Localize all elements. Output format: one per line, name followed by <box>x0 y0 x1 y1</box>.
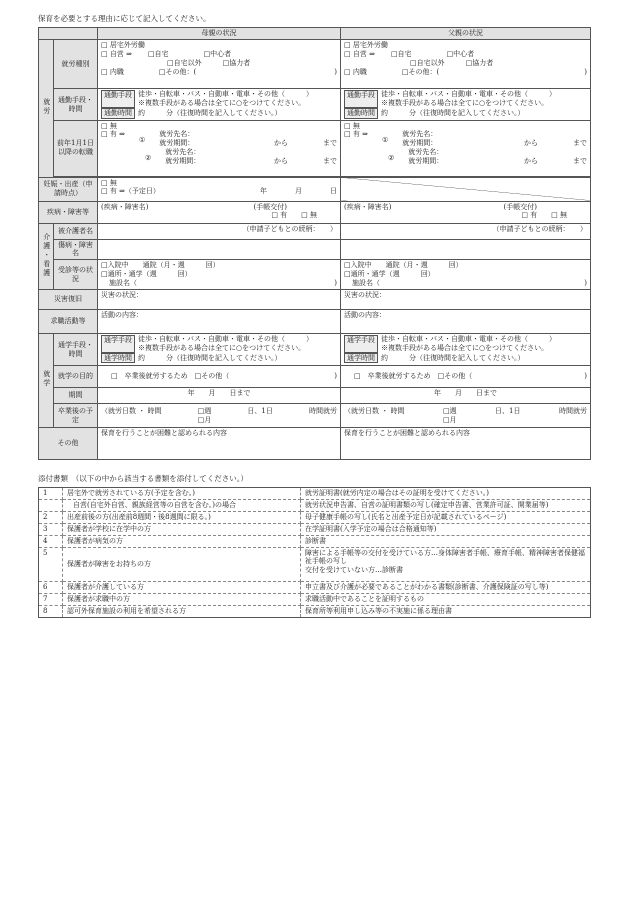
mother-commute[interactable]: 通勤手段 徒歩・自転車・バス・自動車・電車・その他（ ） ※複数手段がある場合は全てに○をつけてください。 通勤時間 約 分（往復時間を記入してください。） <box>98 89 341 120</box>
attachment-doc <box>301 547 591 581</box>
attachment-doc-text: 障害による手帳等の交付を受けている方…身体障害者手帳、療育手帳、精神障害者保健福祉手帳の写し <box>305 548 585 566</box>
attachment-reason: 自営(自宅外自営、親族経営等の自営を含む。)の場合 <box>63 499 301 511</box>
attachment-row <box>39 535 591 547</box>
mother-disease[interactable] <box>98 239 341 260</box>
attachment-doc-text: 在学証明書(入学予定の場合は合格通知等) <box>305 524 437 533</box>
label-other: その他 <box>39 428 98 460</box>
father-jobsearch[interactable]: 活動の内容： <box>341 310 591 334</box>
attachment-doc-text: 就労状況申告書、自営の証明書類の写し(確定申告書、営業許可証、開業届等) <box>305 500 549 509</box>
corner-cell <box>39 28 98 40</box>
section-kaigo: 介護・看護 <box>39 223 54 290</box>
mother-school-purpose[interactable]: □ 卒業後就労するため □その他（ ) <box>98 366 341 388</box>
mother-jobsearch[interactable]: 活動の内容： <box>98 310 341 334</box>
father-commute[interactable]: 通勤手段 徒歩・自転車・バス・自動車・電車・その他（ ） ※複数手段がある場合は全てに○をつけてください。 通勤時間 約 分（往復時間を記入してください。） <box>341 89 591 120</box>
attachment-no: 7 <box>39 593 63 605</box>
attachment-doc-text: 求職活動中であることを証明するもの <box>305 594 424 603</box>
attachment-reason: 保護者が病気の方 <box>63 535 301 547</box>
mother-kind[interactable]: □ 居宅外労働 □ 自営 ⇒ □自宅 □中心者 □自宅以外 □協力者 □ 内職 □その他：( ) <box>98 40 341 89</box>
label-jobsearch: 求職活動等 <box>39 310 98 334</box>
attachment-no: 5 <box>39 547 63 581</box>
label-period: 期間 <box>54 388 98 404</box>
mother-visit[interactable]: □入院中 通院（月・週 回） □通所・通学（週 回） 施設名（ ) <box>98 260 341 290</box>
attachment-doc <box>301 593 591 605</box>
attachment-doc <box>301 487 591 499</box>
label-prev-job: 前年1月1日以降の転職 <box>54 120 98 176</box>
father-period[interactable]: 年 月 日まで <box>341 388 591 404</box>
attachment-row <box>39 511 591 523</box>
attachment-reason: 保護者が求職中の方 <box>63 593 301 605</box>
father-visit[interactable]: □入院中 通院（月・週 回） □通所・通学（週 回） 施設名（ ) <box>341 260 591 290</box>
attachment-reason: 保護者が介護している方 <box>63 581 301 593</box>
label-commute: 通勤手段・時間 <box>54 89 98 120</box>
label-kind: 就労種別 <box>54 40 98 89</box>
mother-after-grad[interactable]: （就労日数 ・ 時間 □週 □月 日、1日 時間就労 <box>98 404 341 428</box>
attachment-doc-text-2: 交付を受けていない方…診断書 <box>305 566 403 574</box>
attachment-reason: 居宅外で就労されている方(予定を含む。) <box>63 487 301 499</box>
attachment-doc <box>301 581 591 593</box>
attachment-doc <box>301 499 591 511</box>
attachment-no: 6 <box>39 581 63 593</box>
mother-other[interactable]: 保育を行うことが困難と認められる内容 <box>98 428 341 460</box>
mother-period[interactable]: 年 月 日まで <box>98 388 341 404</box>
attachment-reason: 認可外保育施設の利用を希望される方 <box>63 605 301 617</box>
father-school-purpose[interactable]: □ 卒業後就労するため □その他（ ) <box>341 366 591 388</box>
attachment-no: 2 <box>39 511 63 523</box>
attachment-reason: 出産前後の方(出産前8週間・後8週間に限る。) <box>63 511 301 523</box>
attachment-doc-text: 就労証明書(就労内定の場合はその証明を受けてください。) <box>305 488 489 497</box>
attachment-row <box>39 487 591 499</box>
mother-disaster[interactable]: 災害の状況： <box>98 290 341 310</box>
attachment-row <box>39 523 591 535</box>
father-pregnancy-na <box>341 177 591 201</box>
father-prev-job[interactable]: □ 無 □ 有 ⇒ ① 就労先名： 就労期間： から まで ② 就労先名： 就労期間： から まで <box>341 120 591 176</box>
label-visit: 受診等の状況 <box>54 260 98 290</box>
label-disaster: 災害復旧 <box>39 290 98 310</box>
section-shugaku: 就学 <box>39 334 54 428</box>
label-caree: 被介護者名 <box>54 223 98 239</box>
label-pregnancy: 妊娠・出産（申請時点） <box>39 177 98 201</box>
father-school-commute[interactable]: 通学手段 徒歩・自転車・バス・自動車・電車・その他（ ） ※複数手段がある場合は全てに○をつけてください。 通学時間 約 分（往復時間を記入してください。） <box>341 334 591 366</box>
father-after-grad[interactable]: （就労日数 ・ 時間 □週 □月 日、1日 時間就労 <box>341 404 591 428</box>
father-header: 父親の状況 <box>341 28 591 40</box>
attachment-no: 4 <box>39 535 63 547</box>
attachment-row <box>39 499 591 511</box>
attachment-reason: 保護者が学校に在学中の方 <box>63 523 301 535</box>
attachment-no <box>39 499 63 511</box>
intro-text: 保育を必要とする理由に応じて記入してください。 <box>38 14 211 23</box>
attachment-no: 3 <box>39 523 63 535</box>
attachment-row <box>39 547 591 581</box>
mother-caree[interactable]: （申請子どもとの続柄： ） <box>98 223 341 239</box>
mother-header: 母親の状況 <box>98 28 341 40</box>
label-school-purpose: 就学の目的 <box>54 366 98 388</box>
father-other[interactable]: 保育を行うことが困難と認められる内容 <box>341 428 591 460</box>
form-page <box>38 14 590 618</box>
attachment-row <box>39 593 591 605</box>
label-school-commute: 通学手段・時間 <box>54 334 98 366</box>
attachment-doc <box>301 535 591 547</box>
mother-illness[interactable]: (疾病・障害名) (手帳交付) □ 有 □ 無 <box>98 201 341 223</box>
mother-pregnancy[interactable]: □ 無 □ 有 ⇒（予定日） 年 月 日 <box>98 177 341 201</box>
attachments-title: 添付書類 （以下の中から該当する書類を添付してください。） <box>38 474 248 484</box>
father-disease[interactable] <box>341 239 591 260</box>
attachment-doc-text: 母子健康手帳の写し(氏名と出産予定日が記載されているページ) <box>305 512 507 521</box>
label-disease: 傷病・障害名 <box>54 239 98 260</box>
status-table <box>38 27 591 460</box>
father-kind[interactable]: □ 居宅外労働 □ 自営 ⇒ □自宅 □中心者 □自宅以外 □協力者 □ 内職 □その他：( ) <box>341 40 591 89</box>
mother-prev-job[interactable]: □ 無 □ 有 ⇒ ① 就労先名： 就労期間： から まで ② 就労先名： 就労期間： から まで <box>98 120 341 176</box>
attachment-row <box>39 581 591 593</box>
label-illness: 疾病・障害等 <box>39 201 98 223</box>
attachment-doc <box>301 511 591 523</box>
attachment-no: 8 <box>39 605 63 617</box>
attachment-doc-text: 診断書 <box>305 536 326 545</box>
father-illness[interactable]: (疾病・障害名) (手帳交付) □ 有 □ 無 <box>341 201 591 223</box>
label-after-grad: 卒業後の予定 <box>54 404 98 428</box>
father-caree[interactable]: （申請子どもとの続柄： ） <box>341 223 591 239</box>
attachment-doc <box>301 523 591 535</box>
attachment-doc-text: 申立書及び介護が必要であることがわかる書類(診断書、介護保険証の写し等) <box>305 582 549 591</box>
attachments-table <box>38 487 591 618</box>
attachment-reason: 保護者が障害をお持ちの方 <box>63 547 301 581</box>
section-shuro: 就労 <box>39 40 54 177</box>
attachment-doc-text: 保育所等利用申し込み等の不実施に係る理由書 <box>305 606 452 615</box>
attachment-row <box>39 605 591 617</box>
attachment-no: 1 <box>39 487 63 499</box>
attachment-doc <box>301 605 591 617</box>
father-disaster[interactable]: 災害の状況： <box>341 290 591 310</box>
mother-school-commute[interactable]: 通学手段 徒歩・自転車・バス・自動車・電車・その他（ ） ※複数手段がある場合は全てに○をつけてください。 通学時間 約 分（往復時間を記入してください。） <box>98 334 341 366</box>
